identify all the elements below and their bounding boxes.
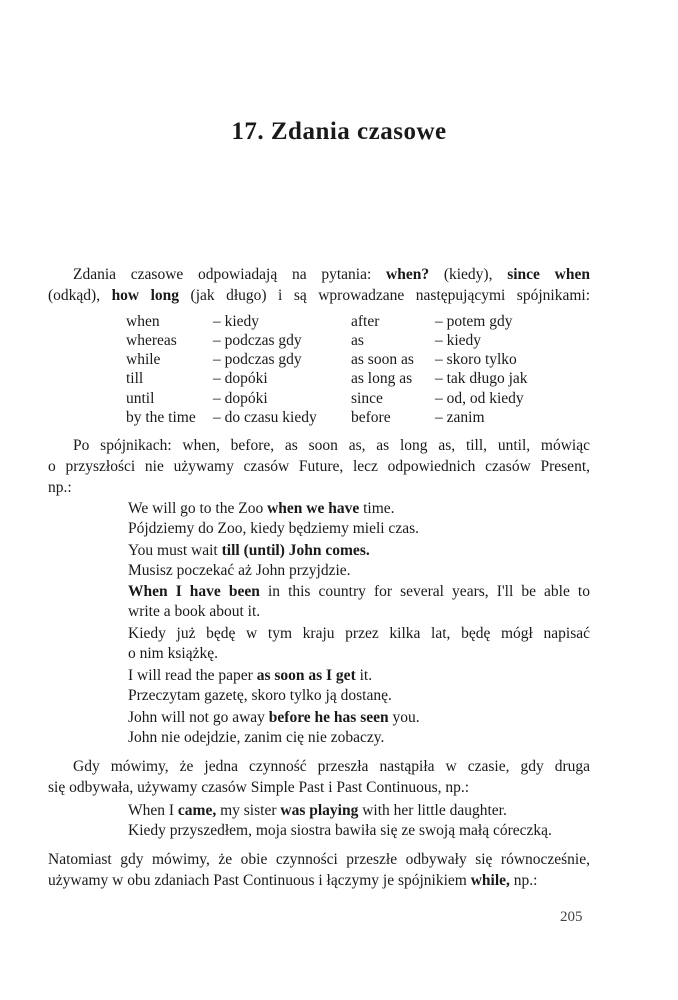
example-bold: before he has seen	[268, 709, 389, 726]
intro-text: Zdania czasowe odpowiadają na pytania:	[73, 266, 387, 283]
para4-text: np.:	[509, 872, 538, 889]
example-text: When I	[128, 802, 178, 819]
conj-en: whereas	[126, 332, 177, 349]
conj-en: as soon as	[351, 351, 414, 368]
intro-bold-when: when?	[386, 266, 430, 283]
example-pl: o nim książkę.	[128, 645, 218, 662]
example-text: it.	[355, 667, 373, 684]
para4-line-2	[48, 870, 537, 891]
example-en	[128, 498, 590, 519]
example-text: in this country for several years, I'll be able to	[259, 583, 590, 600]
conj-pl: – od, od kiedy	[435, 390, 524, 407]
intro-text: (jak długo) i są wprowadzane następującymi spójnikami:	[179, 287, 590, 304]
conj-pl: – kiedy	[435, 332, 482, 349]
example-text: I will read the paper	[128, 667, 257, 684]
para2-line-1: Po spójnikach: when, before, as soon as, as long as, till, until, mówiąc	[73, 437, 590, 454]
intro-text: (kiedy),	[429, 266, 508, 283]
conj-pl: – tak długo jak	[435, 370, 528, 387]
conj-pl: – dopóki	[213, 370, 268, 387]
intro-line-2	[48, 285, 590, 306]
example-bold: was playing	[280, 802, 359, 819]
page-number: 205	[560, 909, 583, 925]
intro-bold-since-when: since when	[507, 266, 590, 283]
example-bold: when we have	[267, 500, 360, 517]
conj-en: since	[351, 390, 383, 407]
intro-text: (odkąd),	[48, 287, 112, 304]
example-pl: John nie odejdzie, zanim cię nie zobaczy.	[128, 729, 385, 746]
conj-pl: – podczas gdy	[213, 351, 302, 368]
para3-line-1: Gdy mówimy, że jedna czynność przeszła nastąpiła w czasie, gdy druga	[73, 758, 590, 775]
example-text: John will not go away	[128, 709, 269, 726]
conj-en: when	[126, 313, 160, 330]
example-bold: as soon as I get	[256, 667, 356, 684]
example-pl: Kiedy już będę w tym kraju przez kilka lat, będę mógł napisać	[128, 625, 590, 642]
page-title: 17. Zdania czasowe	[231, 118, 447, 145]
conj-en: until	[126, 390, 155, 407]
example-text: You must wait	[128, 542, 222, 559]
conj-en: before	[351, 409, 391, 426]
conj-pl: – zanim	[435, 409, 485, 426]
conj-pl: – skoro tylko	[435, 351, 517, 368]
conj-en: after	[351, 313, 380, 330]
example-bold: till (until) John comes.	[221, 542, 370, 559]
example-text: you.	[388, 709, 420, 726]
conj-pl: – do czasu kiedy	[213, 409, 317, 426]
conj-en: by the time	[126, 409, 196, 426]
intro-line-1	[73, 264, 590, 285]
conj-pl: – dopóki	[213, 390, 268, 407]
para2-line-3: np.:	[48, 479, 72, 496]
conj-pl: – podczas gdy	[213, 332, 302, 349]
conj-en: as long as	[351, 370, 413, 387]
conj-en: till	[126, 370, 144, 387]
example-en	[128, 800, 590, 821]
example-en	[128, 665, 590, 686]
conj-pl: – kiedy	[213, 313, 260, 330]
para4-bold-while: while,	[470, 872, 510, 889]
example-en	[128, 540, 590, 561]
example-text: with her little daughter.	[358, 802, 507, 819]
example-bold: When I have been	[128, 583, 260, 600]
example-pl: Przeczytam gazetę, skoro tylko ją dostanę.	[128, 687, 392, 704]
example-pl: Pójdziemy do Zoo, kiedy będziemy mieli czas.	[128, 520, 419, 537]
para3-line-2: się odbywała, używamy czasów Simple Past i Past Continuous, np.:	[48, 779, 470, 796]
example-text: We will go to the Zoo	[128, 500, 268, 517]
example-pl: Musisz poczekać aż John przyjdzie.	[128, 562, 351, 579]
conj-pl: – potem gdy	[435, 313, 513, 330]
example-bold: came,	[177, 802, 217, 819]
example-en	[128, 707, 590, 728]
intro-bold-how-long: how long	[111, 287, 180, 304]
para4-text: używamy w obu zdaniach Past Continuous i łączymy je spójnikiem	[48, 872, 471, 889]
example-en	[128, 581, 590, 602]
example-text: time.	[359, 500, 395, 517]
example-text: my sister	[216, 802, 281, 819]
example-pl: Kiedy przyszedłem, moja siostra bawiła się ze swoją małą córeczką.	[128, 822, 552, 839]
example-en: write a book about it.	[128, 603, 261, 620]
conj-en: while	[126, 351, 161, 368]
para4-line-1: Natomiast gdy mówimy, że obie czynności przeszłe odbywały się równocześnie,	[48, 851, 590, 868]
conj-en: as	[351, 332, 364, 349]
para2-line-2: o przyszłości nie używamy czasów Future, lecz odpowiednich czasów Present,	[48, 458, 590, 475]
